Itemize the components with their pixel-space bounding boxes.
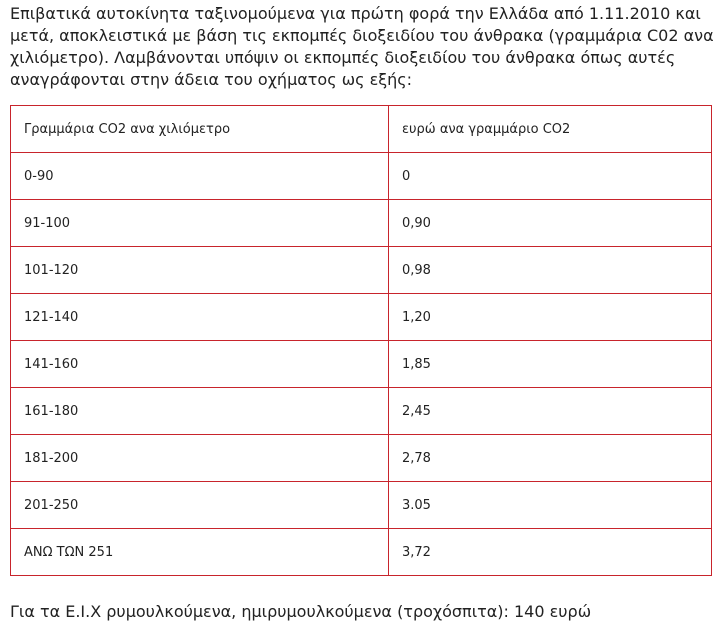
intro-paragraph: Επιβατικά αυτοκίνητα ταξινομούμενα για πρώτη φορά την Ελλάδα από 1.11.2010 και μετά, αποκλειστικά με βάση τις εκπομπές διοξειδίου του άνθρακα (γραμμάρια C02 ανα χιλιόμετρο). Λαμβάνονται υπόψιν οι εκπομπές διοξειδίου του άνθρακα όπως αυτές αναγράφονται στην άδεια του οχήματος ως εξής: — [10, 4, 714, 89]
table-row — [11, 294, 712, 341]
rate-cell: 1,20 — [389, 294, 712, 341]
emissions-range-cell: 141-160 — [11, 341, 389, 388]
emissions-range-cell: 181-200 — [11, 435, 389, 482]
table-row — [11, 529, 712, 576]
co2-rates-table — [10, 105, 712, 576]
emissions-range-cell: 201-250 — [11, 482, 389, 529]
rate-cell: 3,72 — [389, 529, 712, 576]
emissions-range-cell: 121-140 — [11, 294, 389, 341]
header-cell-rate: ευρώ ανα γραμμάριο CO2 — [389, 106, 712, 153]
table-row — [11, 435, 712, 482]
rate-cell: 2,78 — [389, 435, 712, 482]
emissions-range-cell: 101-120 — [11, 247, 389, 294]
emissions-range-cell: ΑΝΩ ΤΩΝ 251 — [11, 529, 389, 576]
emissions-range-cell: 91-100 — [11, 200, 389, 247]
rate-cell: 0 — [389, 153, 712, 200]
table-row — [11, 153, 712, 200]
table-row — [11, 247, 712, 294]
table-row — [11, 341, 712, 388]
rate-cell: 3.05 — [389, 482, 712, 529]
rate-cell: 2,45 — [389, 388, 712, 435]
header-cell-emissions: Γραμμάρια CO2 ανα χιλιόμετρο — [11, 106, 389, 153]
emissions-range-cell: 161-180 — [11, 388, 389, 435]
rate-cell: 0,98 — [389, 247, 712, 294]
table-row — [11, 482, 712, 529]
table-row — [11, 388, 712, 435]
emissions-range-cell: 0-90 — [11, 153, 389, 200]
table-row — [11, 200, 712, 247]
table-header-row — [11, 106, 712, 153]
rate-cell: 1,85 — [389, 341, 712, 388]
trailer-fee-note: Για τα Ε.Ι.Χ ρυμουλκούμενα, ημιρυμουλκούμενα (τροχόσπιτα): 140 ευρώ — [10, 602, 592, 621]
rate-cell: 0,90 — [389, 200, 712, 247]
